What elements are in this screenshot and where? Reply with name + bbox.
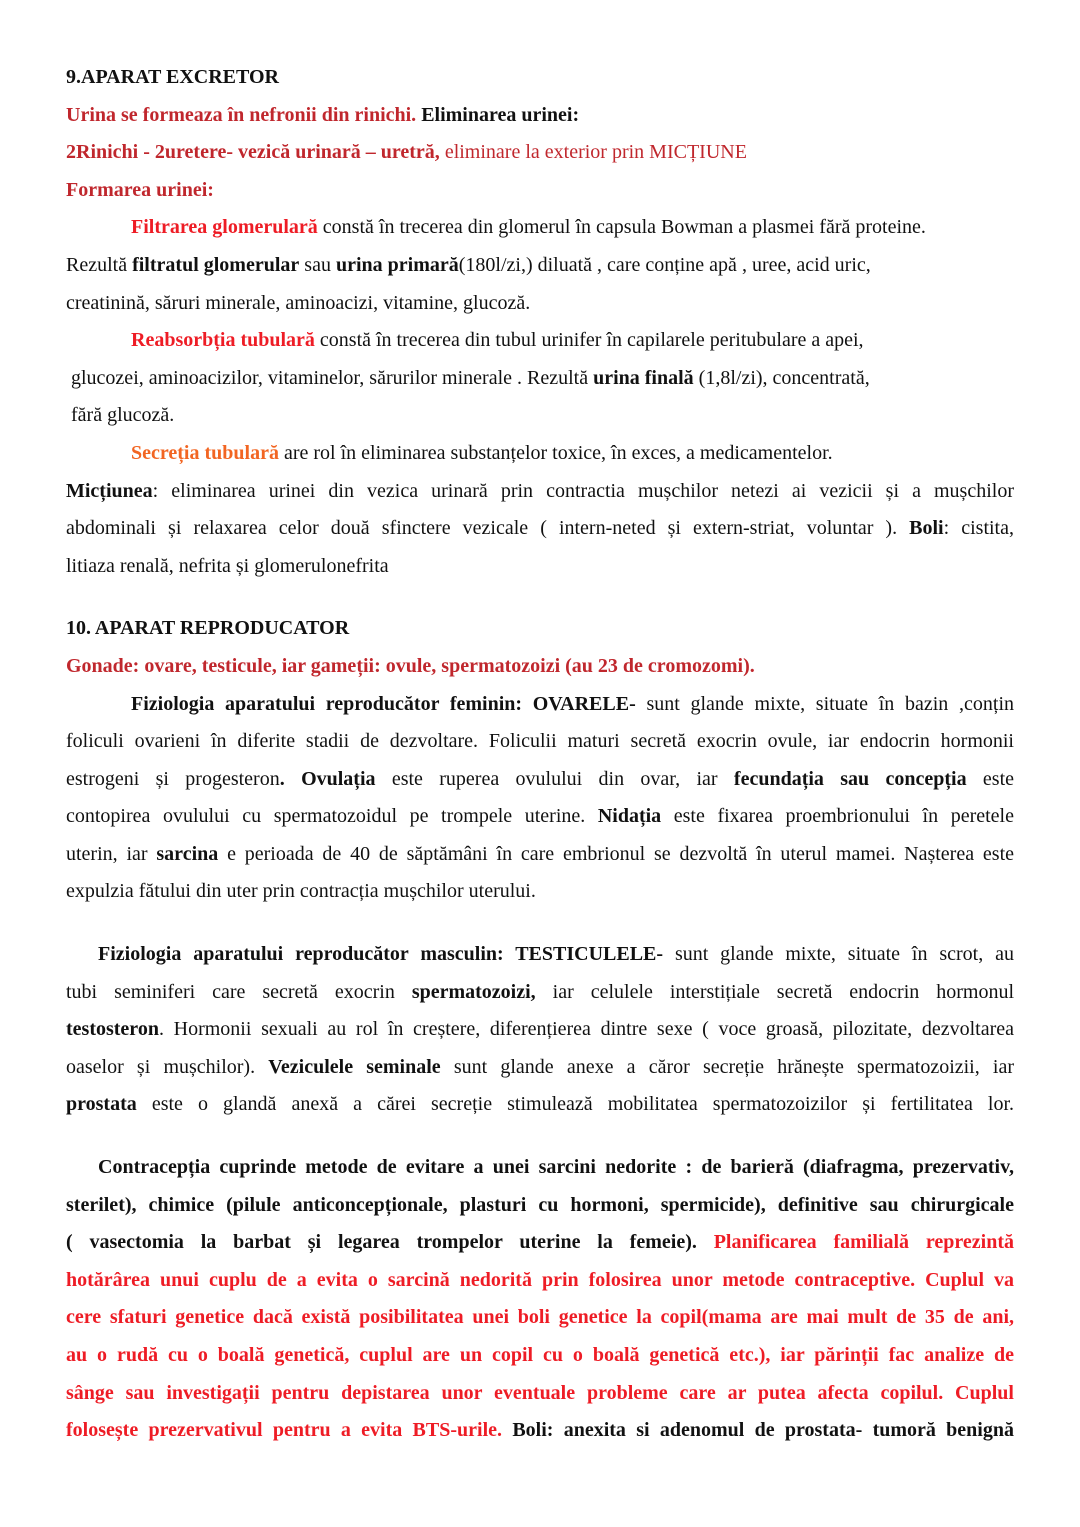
text-run: este fixarea proembrionului în peretele (661, 805, 1014, 828)
text-run: fără glucoză. (71, 404, 175, 427)
emphasized-text-run: fecundația sau concepția (733, 767, 967, 790)
emphasized-text-run: folosește prezervativul pentru a evita BTS-urile. (66, 1419, 513, 1442)
text-line (66, 1337, 1014, 1375)
text-run: estrogeni și progesteron (66, 767, 280, 790)
text-line (66, 1412, 1014, 1450)
text-run: Rezultă (66, 253, 133, 276)
section-9-heading (66, 59, 1014, 97)
text-run: expulzia fătului din uter prin contracția mușchilor uterului. (66, 880, 536, 903)
emphasized-text-run: 2Rinichi - 2uretere- vezică urinară – uretră, (66, 141, 445, 164)
micturition-paragraph (66, 473, 1014, 586)
text-line (66, 548, 1014, 586)
text-line (66, 1149, 1014, 1187)
text-line (66, 1049, 1014, 1087)
emphasized-text-run: Filtrarea glomerulară (131, 216, 318, 239)
text-run: uterin, iar (66, 842, 157, 865)
emphasized-text-run: prostata (66, 1093, 137, 1116)
emphasized-text-run: Gonade: ovare, testicule, iar gameții: ovule, spermatozoizi (au 23 de cromozomi). (66, 654, 755, 677)
text-line (66, 686, 1014, 724)
text-run: : cistita, (943, 517, 1014, 540)
emphasized-text-run: testosteron (66, 1018, 159, 1041)
emphasized-text-run: Urina se formeaza în nefronii din rinichi. (66, 103, 422, 126)
male-physiology-paragraph (66, 936, 1014, 1124)
text-line (66, 974, 1014, 1012)
text-run: iar celulele interstițiale secretă endocrin hormonul (535, 980, 1015, 1003)
emphasized-text-run: sânge sau investigații pentru depistarea unor eventuale probleme care ar putea afecta copilul. Cuplul (66, 1381, 1014, 1404)
text-run: oaselor și mușchilor). (66, 1055, 269, 1078)
text-line (66, 360, 1014, 398)
emphasized-text-run: Planificarea familială reprezintă (713, 1231, 1014, 1254)
text-line (66, 1086, 1014, 1124)
text-run: : eliminarea urinei din vezica urinară prin contractia mușchilor netezi ai vezicii și a mușchilor (152, 479, 1014, 502)
text-run: contopirea ovulului cu spermatozoidul pe trompele uterine. (66, 805, 598, 828)
text-line (66, 1011, 1014, 1049)
emphasized-text-run: Eliminarea urinei: (421, 103, 580, 126)
tubular-reabsorption-paragraph (66, 322, 1014, 435)
emphasized-text-run: cere sfaturi genetice dacă există posibilitatea unei boli genetice la copil(mama are mai mult de 35 de ani, (66, 1306, 1014, 1329)
text-line (66, 1187, 1014, 1225)
text-run: este o glandă anexă a cărei secreție stimulează mobilitatea spermatozoizilor și fertilitatea lor. (136, 1093, 1014, 1116)
text-line (66, 209, 1014, 247)
emphasized-text-run: ( vasectomia la barbat și legarea trompelor uterine la femeie). (66, 1231, 714, 1254)
emphasized-text-run: Secreția tubulară (131, 441, 279, 464)
text-run: e perioada de 40 de săptămâni în care embrionul se dezvoltă în uterul mamei. Nașterea este (218, 842, 1015, 865)
emphasized-text-run: sterilet), chimice (pilule anticoncepționale, plasturi cu hormoni, spermicide), definitive sau chirurgicale (66, 1193, 1014, 1216)
emphasized-text-run: Micțiunea (66, 479, 153, 502)
emphasized-text-run: Reabsorbția tubulară (131, 329, 315, 352)
glomerular-filtration-paragraph (66, 209, 1014, 322)
text-line (66, 1224, 1014, 1262)
emphasized-text-run: . Ovulația (279, 767, 376, 790)
text-run: abdominali și relaxarea celor două sfinctere vezicale ( intern-neted și extern-striat, voluntar ). (66, 517, 910, 540)
text-run: (180l/zi,) diluată , care conține apă , uree, acid uric, (458, 253, 871, 276)
text-line (66, 723, 1014, 761)
text-line (66, 873, 1014, 911)
emphasized-text-run: Fiziologia aparatului reproducător feminin: OVARELE- (131, 692, 636, 715)
text-line (66, 510, 1014, 548)
emphasized-text-run: spermatozoizi, (411, 980, 536, 1003)
text-line (66, 610, 1014, 648)
paragraph-spacer (66, 1124, 1014, 1149)
text-line (66, 435, 1014, 473)
text-run: tubi seminiferi care secretă exocrin (66, 980, 412, 1003)
emphasized-text-run: Veziculele seminale (268, 1055, 441, 1078)
emphasized-text-run: hotărârea unui cuplu de a evita o sarcină nedorită prin folosirea unor metode contraceptive. Cuplul va (66, 1268, 1014, 1291)
text-run: (1,8l/zi), concentrată, (693, 366, 870, 389)
text-run: sau (299, 253, 336, 276)
text-line (66, 473, 1014, 511)
text-line (66, 1262, 1014, 1300)
emphasized-text-run: 9.APARAT EXCRETOR (66, 66, 279, 88)
text-line (66, 936, 1014, 974)
text-run: sunt glande mixte, situate în bazin ,conțin (635, 692, 1014, 715)
paragraph-spacer (66, 585, 1014, 610)
urine-elimination-path (66, 134, 1014, 172)
urine-formation-intro (66, 97, 1014, 135)
text-run: sunt glande mixte, situate în scrot, au (663, 943, 1014, 966)
text-line (66, 397, 1014, 435)
urine-formation-heading (66, 172, 1014, 210)
emphasized-text-run: Boli (909, 517, 944, 540)
text-line (66, 247, 1014, 285)
emphasized-text-run: eliminare la exterior prin MICȚIUNE (444, 141, 747, 164)
text-run: are rol în eliminarea substanțelor toxice, în exces, a medicamentelor. (278, 441, 833, 464)
gonads-paragraph (66, 648, 1014, 686)
text-line (66, 761, 1014, 799)
text-line (66, 172, 1014, 210)
text-run: litiaza renală, nefrita și glomerulonefrita (66, 554, 389, 577)
text-run: glucozei, aminoacizilor, vitaminelor, sărurilor minerale . Rezultă (71, 366, 594, 389)
text-line (66, 1375, 1014, 1413)
emphasized-text-run: sarcina (156, 842, 219, 865)
text-run: constă în trecerea din tubul urinifer în capilarele peritubulare a apei, (314, 329, 864, 352)
paragraph-spacer (66, 911, 1014, 936)
emphasized-text-run: urina primară (335, 253, 459, 276)
emphasized-text-run: Nidația (597, 805, 662, 828)
text-run: foliculi ovarieni în diferite stadii de dezvoltare. Foliculii maturi secretă exocrin ovule, iar endocrin hormonii (66, 730, 1014, 753)
section-10-heading (66, 610, 1014, 648)
female-physiology-paragraph (66, 686, 1014, 912)
text-line (66, 97, 1014, 135)
text-run: creatinină, săruri minerale, aminoacizi, vitamine, glucoză. (66, 291, 531, 314)
contraception-paragraph (66, 1149, 1014, 1450)
text-run: constă în trecerea din glomerul în capsula Bowman a plasmei fără proteine. (317, 216, 926, 239)
emphasized-text-run: Formarea urinei: (66, 178, 214, 201)
text-line (66, 648, 1014, 686)
text-line (66, 322, 1014, 360)
text-line (66, 285, 1014, 323)
text-run: . Hormonii sexuali au rol în creștere, diferențierea dintre sexe ( voce groasă, pilozitate, dezvoltarea (158, 1018, 1014, 1041)
emphasized-text-run: Contracepția cuprinde metode de evitare a unei sarcini nedorite : de barieră (diafragma, prezervativ, (98, 1156, 1014, 1179)
emphasized-text-run: Boli: anexita si adenomul de prostata- tumoră benignă (512, 1419, 1014, 1442)
document-page (66, 59, 1014, 1450)
emphasized-text-run: urina finală (593, 366, 694, 389)
text-run: este ruperea ovulului din ovar, iar (375, 767, 734, 790)
text-run: sunt glande anexe a căror secreție hrănește spermatozoizii, iar (440, 1055, 1015, 1078)
text-line (66, 798, 1014, 836)
emphasized-text-run: 10. APARAT REPRODUCATOR (66, 617, 350, 640)
emphasized-text-run: filtratul glomerular (132, 253, 300, 276)
text-line (66, 836, 1014, 874)
text-line (66, 59, 1014, 97)
text-line (66, 1299, 1014, 1337)
tubular-secretion-paragraph (66, 435, 1014, 473)
emphasized-text-run: au o rudă cu o boală genetică, cuplul are un copil cu o boală genetică etc.), iar părinții fac analize de (66, 1344, 1014, 1366)
emphasized-text-run: Fiziologia aparatului reproducător masculin: TESTICULELE- (98, 943, 664, 966)
text-line (66, 134, 1014, 172)
text-run: este (966, 767, 1014, 790)
